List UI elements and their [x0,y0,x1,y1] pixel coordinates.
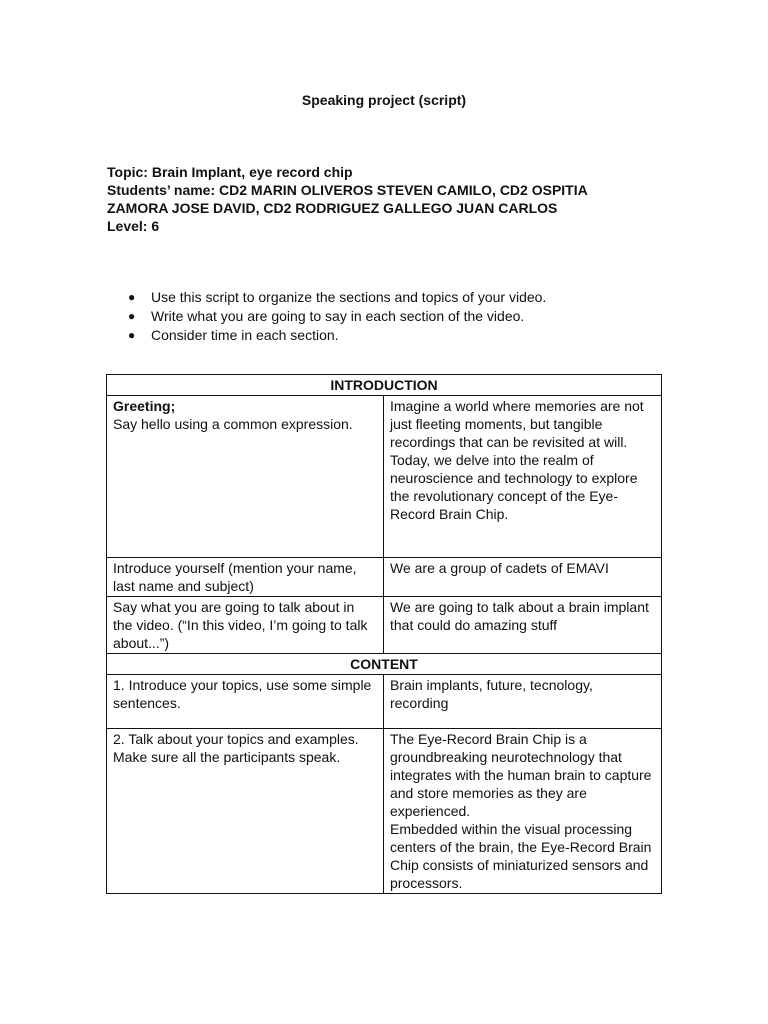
level-line: Level: 6 [107,218,160,234]
content1-answer: Brain implants, future, tecnology, recording [383,675,661,729]
topic-prompt: Say what you are going to talk about in the video. (“In this video, I’m going to talk about...”) [107,597,384,654]
table-row [107,396,662,558]
instructions-list [128,288,668,345]
content2-answer-paragraph-1: The Eye-Record Brain Chip is a groundbreaking neurotechnology that integrates with the human brain to capture and store memories as they are experienced. [389,731,652,819]
content2-prompt: 2. Talk about your topics and examples. Make sure all the participants speak. [107,729,384,894]
introduction-header: INTRODUCTION [107,375,662,396]
students-line-1: Students’ name: CD2 MARIN OLIVEROS STEVEN CAMILO, CD2 OSPITIA [107,182,588,198]
table-row [107,729,662,894]
topic-answer: We are going to talk about a brain implant that could do amazing stuff [383,597,661,654]
project-meta [107,163,667,235]
content1-prompt: 1. Introduce your topics, use some simple sentences. [107,675,384,729]
script-table [106,374,662,894]
greeting-answer: Imagine a world where memories are not just fleeting moments, but tangible recordings that can be revisited at will. Today, we delve into the realm of neuroscience and technology to explore the revolutionary concept of the Eye-Record Brain Chip. [383,396,661,558]
content-header-row [107,654,662,675]
topic-line: Topic: Brain Implant, eye record chip [107,164,353,180]
introduce-answer: We are a group of cadets of EMAVI [383,558,661,597]
document-title: Speaking project (script) [301,92,467,108]
greeting-label: Greeting; [113,398,176,414]
table-row [107,675,662,729]
bullet-icon: ● [128,328,136,342]
instruction-item [128,288,668,307]
instruction-text: Consider time in each section. [151,327,339,343]
table-row [107,597,662,654]
content2-answer-paragraph-2: Embedded within the visual processing centers of the brain, the Eye-Record Brain Chip consists of miniaturized sensors and processors. [389,821,652,891]
content2-answer-cell [383,729,661,894]
introduce-prompt: Introduce yourself (mention your name, last name and subject) [107,558,384,597]
introduction-header-row [107,375,662,396]
instruction-text: Use this script to organize the sections and topics of your video. [151,289,547,305]
table-row [107,558,662,597]
greeting-prompt: Say hello using a common expression. [113,416,353,432]
content-header: CONTENT [107,654,662,675]
instruction-item [128,326,668,345]
instruction-item [128,307,668,326]
greeting-prompt-cell [107,396,384,558]
bullet-icon: ● [128,290,136,304]
instruction-text: Write what you are going to say in each section of the video. [151,308,525,324]
bullet-icon: ● [128,309,136,323]
students-line-2: ZAMORA JOSE DAVID, CD2 RODRIGUEZ GALLEGO JUAN CARLOS [107,200,558,216]
